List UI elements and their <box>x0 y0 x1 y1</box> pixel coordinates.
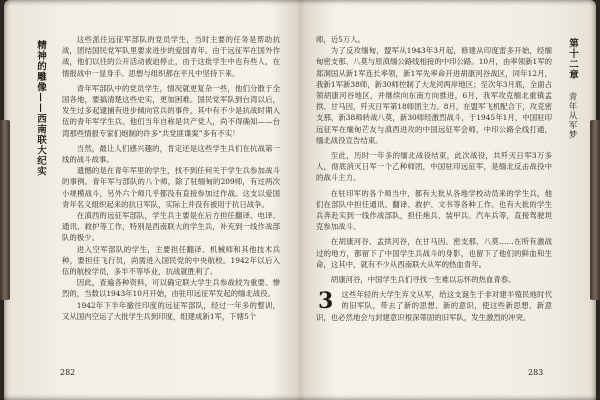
left-running-head <box>32 40 46 177</box>
right-paragraph: 在胡康河谷、孟拱河谷，在甘马因、密支那、八莫……在所有激战过的地方，都留下了中国学生兵战斗的身影，也留下了他们的鲜血和生命，这其中，就有不少从西南联大从军的热血青年。 <box>316 237 552 269</box>
left-paragraph: 1942年下半年撤往印度的远征军部队，经过一年多的整训，又从国内空运了大批学生兵到印度，组建成新1军，下辖5个 <box>62 300 280 321</box>
right-page <box>302 0 594 400</box>
right-running-head <box>564 38 578 140</box>
left-running-head-title: 精神的雕像——西南联大纪实 <box>35 40 46 177</box>
section-paragraph-text: 这些年轻的大学生弃文从军，给这支诞生于非对建半殖民地时代的旧军队，带去了新的思想、新的意识，使这些新思想、新意识，也必然地会与封建意识根深蒂固的旧军队，发生激烈的冲突。 <box>316 290 552 322</box>
right-paragraph: 师，近5万人。 <box>316 35 366 44</box>
right-body-text <box>316 34 552 323</box>
section-paragraph <box>316 289 552 323</box>
right-paragraph: 至此，历时一年多的缅北战役结束，此次战役，共歼灭日军3万多人，彻底消灭日军一个乙种师团，中国驻印远征军，是缅北反击战役中的战斗主力。 <box>316 151 552 183</box>
right-paragraph: 胡康河谷，中国学生兵们寻找一生难以忘怀的热血青春。 <box>330 275 516 285</box>
left-paragraph: 因此，查遍各种资料，可以确定联大学生兵参战较为重要、惨烈的，当数以1943年10月开始，由驻印远征军发起的缅北战役。 <box>62 278 280 299</box>
left-paragraph: 这些派往远征军部队的党员学生，当时主要的任务是帮助抗战，团结国民党军队里要求进步的爱国青年。由于远征军在国外作战，他们以往的公开活动被迫停止，由于这批学生中也有些人，在情报战中一显身手。思想与组织都在平凡中坚持下来。 <box>62 35 280 78</box>
left-paragraph: 遗憾的是在青年军里的学生，找不到任何关于学生兵参加战斗的事例。青年军与部队的八个师，除了驻缅甸的209师，有过两次小规模战斗，另外六个师几乎都没有直接参加过作战。这支以爱国青年名义组织起来的抗日军队，实际上并没有被用于抗日战争。 <box>62 166 280 209</box>
left-body-text <box>62 34 280 322</box>
left-paragraph: 在滇西的远征军部队，学生兵主要是在后方担任翻译、电译、通讯、救护等工作，特别是西南联大的学生兵，补充到一线作战部队的极少。 <box>62 211 280 243</box>
chapter-subtitle: 青年从军梦 <box>567 92 577 140</box>
left-page-number: 282 <box>60 368 76 377</box>
left-paragraph: 青年军部队中的党员学生，情况就更复杂一些，他们分散于全国各地，要搞清楚这些史实，更加困难。国民党军队到台湾以后，发生过多起逮捕有进步倾向官兵的事件，其中有不少是抗战时期入伍的青年军学生兵。他们当年自称是共产党人，尚不得确知——台湾那些情报专家们炮制的许多“共党匪谍案”多有不实！ <box>62 83 280 138</box>
right-paragraph: 在驻印军的各个师当中，都有大批从各地学校动员来的学生兵，他们在部队中担任通讯、翻译、救护、文书等各种工作。也有大批的学生兵奔赴实到一线作战部队，担任炮兵、装甲兵、汽车兵等，直接驾驶坦克参加战斗。 <box>316 188 552 232</box>
right-page-number: 283 <box>528 368 544 377</box>
left-paragraph: 进入空军部队的学生，主要担任翻译、机械师和其他技术兵种，要担任飞行员，尚需进入国民党的中央航校。1942年以后入伍的航校学员，多半不等毕业，抗战就胜利了。 <box>62 244 280 277</box>
left-page <box>4 0 296 400</box>
left-paragraph: 当然，最让人们感兴趣的，肯定还是这些学生兵们在抗战第一线的战斗故事。 <box>62 143 280 165</box>
chapter-title: 第十二章 <box>567 38 578 80</box>
right-paragraph: 为了反攻缅甸，盟军从1943年3月起，修建从印度雷多开始，经缅甸密支那、八莫与原滇缅公路线相接的中印公路。10月，由率领新1军的郑洞国从新1军连长率领，新1军先率命开进胡康河谷战区，同年12月，我新1军新38师，新30师控制了大龙河两岸地区；至次年3月底，全面占领胡康河谷地区，并继续向东南方向推进，6月，我军攻克缅北重镇孟拱、甘马因，歼灭日军第18师团主力。8月，在盟军飞机配合下，攻克密支那，新38师转战八莫，新30师经激烈战斗，于1945年1月，中国驻印远征军在缅甸芒友与滇西进攻的中国远征军会师，中印公路全线打通，缅北战役宣告结束。 <box>316 46 552 145</box>
section-number: 3 <box>318 288 334 315</box>
